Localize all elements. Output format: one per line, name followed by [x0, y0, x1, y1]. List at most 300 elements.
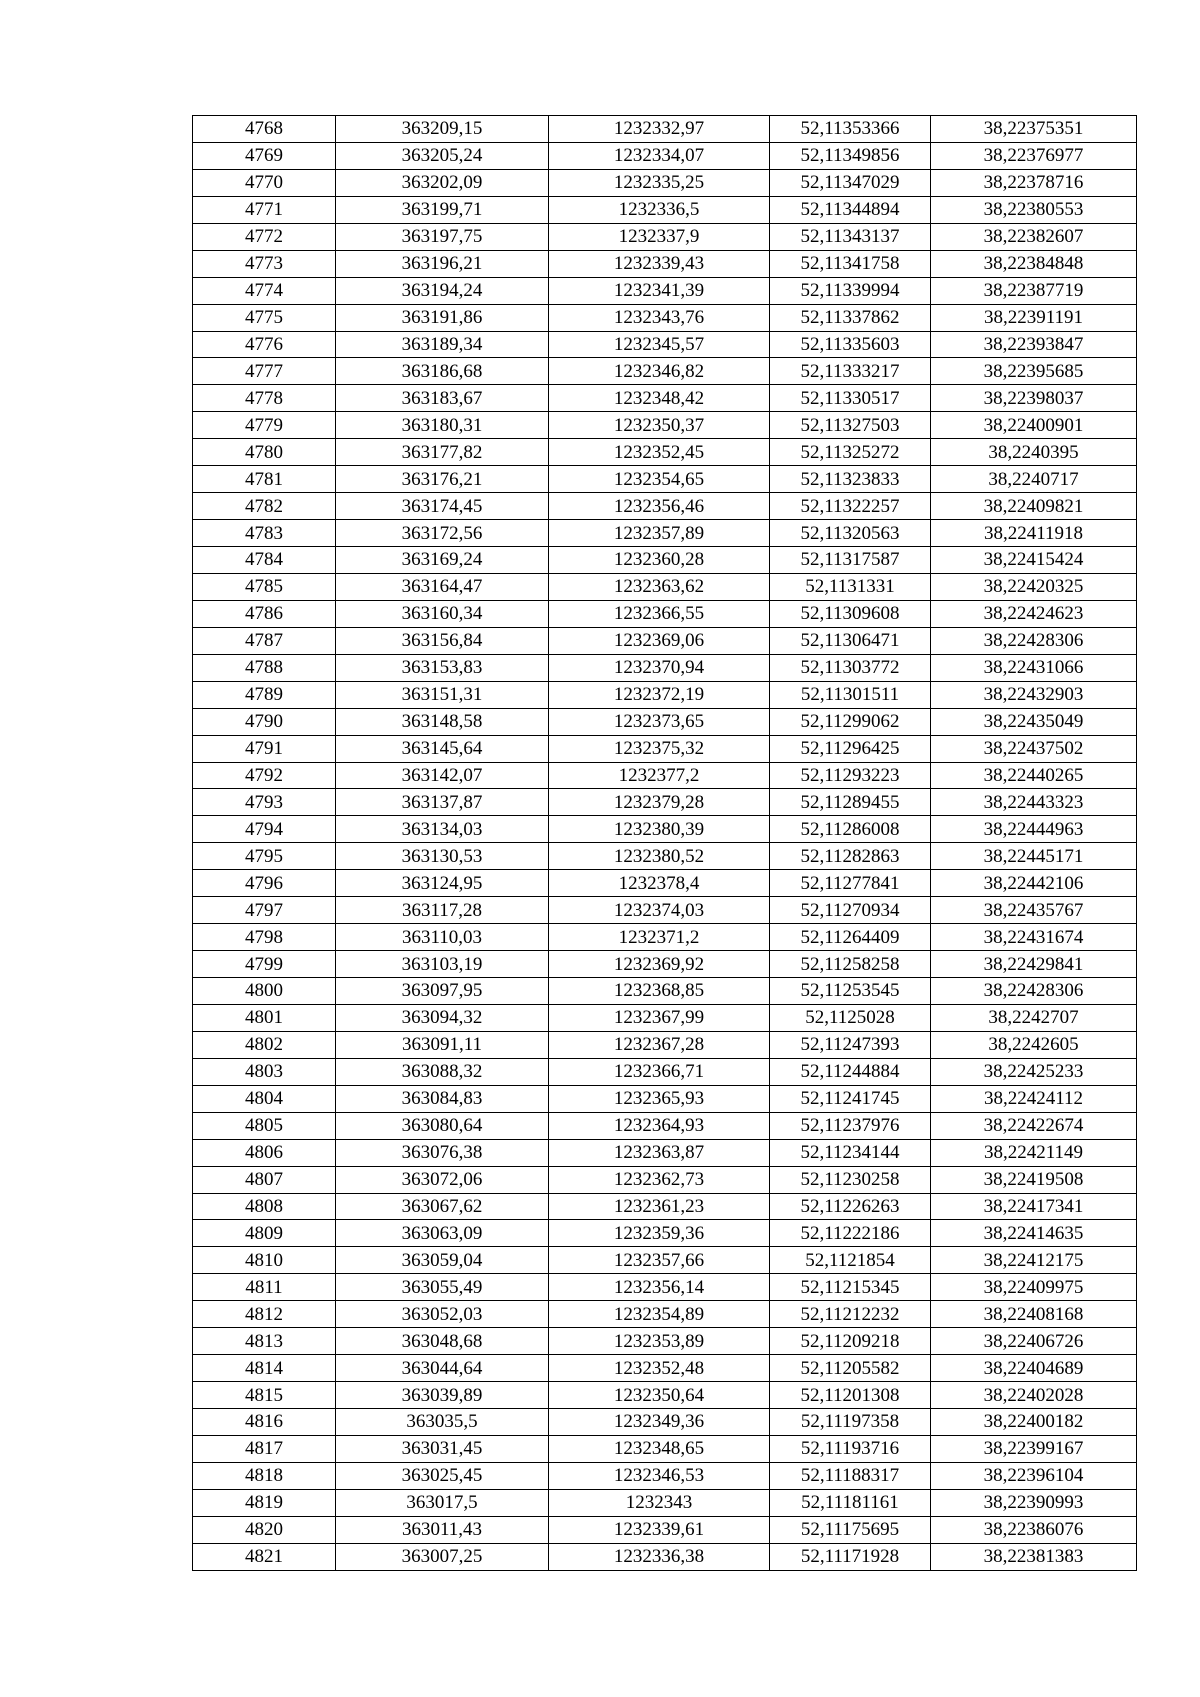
y-coordinate-cell: 1232373,65 [549, 708, 770, 735]
x-coordinate-cell: 363148,58 [336, 708, 549, 735]
latitude-cell: 52,11212232 [770, 1301, 931, 1328]
y-coordinate-cell: 1232360,28 [549, 547, 770, 574]
table-row [193, 627, 1137, 654]
latitude-cell: 52,11277841 [770, 870, 931, 897]
point-number-cell: 4802 [193, 1031, 336, 1058]
table-row [193, 331, 1137, 358]
point-number-cell: 4768 [193, 116, 336, 143]
table-row [193, 816, 1137, 843]
point-number-cell: 4810 [193, 1247, 336, 1274]
point-number-cell: 4769 [193, 142, 336, 169]
point-number-cell: 4818 [193, 1462, 336, 1489]
latitude-cell: 52,11175695 [770, 1516, 931, 1543]
latitude-cell: 52,11323833 [770, 466, 931, 493]
longitude-cell: 38,22431066 [931, 654, 1137, 681]
point-number-cell: 4809 [193, 1220, 336, 1247]
x-coordinate-cell: 363172,56 [336, 520, 549, 547]
table-row [193, 1085, 1137, 1112]
y-coordinate-cell: 1232372,19 [549, 681, 770, 708]
latitude-cell: 52,11201308 [770, 1382, 931, 1409]
latitude-cell: 52,11230258 [770, 1166, 931, 1193]
longitude-cell: 38,22399167 [931, 1435, 1137, 1462]
y-coordinate-cell: 1232369,06 [549, 627, 770, 654]
longitude-cell: 38,22409821 [931, 493, 1137, 520]
point-number-cell: 4806 [193, 1139, 336, 1166]
point-number-cell: 4819 [193, 1489, 336, 1516]
point-number-cell: 4820 [193, 1516, 336, 1543]
longitude-cell: 38,2240717 [931, 466, 1137, 493]
longitude-cell: 38,22404689 [931, 1355, 1137, 1382]
x-coordinate-cell: 363072,06 [336, 1166, 549, 1193]
y-coordinate-cell: 1232362,73 [549, 1166, 770, 1193]
x-coordinate-cell: 363134,03 [336, 816, 549, 843]
point-number-cell: 4786 [193, 600, 336, 627]
latitude-cell: 52,11215345 [770, 1274, 931, 1301]
y-coordinate-cell: 1232352,48 [549, 1355, 770, 1382]
table-row [193, 1355, 1137, 1382]
longitude-cell: 38,22391191 [931, 304, 1137, 331]
latitude-cell: 52,11241745 [770, 1085, 931, 1112]
table-row [193, 1139, 1137, 1166]
point-number-cell: 4773 [193, 250, 336, 277]
table-row [193, 1031, 1137, 1058]
point-number-cell: 4787 [193, 627, 336, 654]
longitude-cell: 38,22408168 [931, 1301, 1137, 1328]
latitude-cell: 52,11339994 [770, 277, 931, 304]
point-number-cell: 4788 [193, 654, 336, 681]
latitude-cell: 52,11301511 [770, 681, 931, 708]
table-row [193, 304, 1137, 331]
table-row [193, 843, 1137, 870]
longitude-cell: 38,22442106 [931, 870, 1137, 897]
latitude-cell: 52,11349856 [770, 142, 931, 169]
table-row [193, 1489, 1137, 1516]
table-row [193, 1193, 1137, 1220]
point-number-cell: 4798 [193, 924, 336, 951]
latitude-cell: 52,11306471 [770, 627, 931, 654]
table-row [193, 439, 1137, 466]
latitude-cell: 52,11181161 [770, 1489, 931, 1516]
table-row [193, 654, 1137, 681]
latitude-cell: 52,11343137 [770, 223, 931, 250]
point-number-cell: 4791 [193, 735, 336, 762]
table-row [193, 277, 1137, 304]
y-coordinate-cell: 1232357,89 [549, 520, 770, 547]
longitude-cell: 38,22444963 [931, 816, 1137, 843]
y-coordinate-cell: 1232366,71 [549, 1058, 770, 1085]
x-coordinate-cell: 363035,5 [336, 1409, 549, 1436]
longitude-cell: 38,22380553 [931, 196, 1137, 223]
x-coordinate-cell: 363063,09 [336, 1220, 549, 1247]
longitude-cell: 38,22421149 [931, 1139, 1137, 1166]
x-coordinate-cell: 363025,45 [336, 1462, 549, 1489]
point-number-cell: 4796 [193, 870, 336, 897]
longitude-cell: 38,22415424 [931, 547, 1137, 574]
point-number-cell: 4775 [193, 304, 336, 331]
y-coordinate-cell: 1232361,23 [549, 1193, 770, 1220]
point-number-cell: 4804 [193, 1085, 336, 1112]
latitude-cell: 52,11296425 [770, 735, 931, 762]
x-coordinate-cell: 363169,24 [336, 547, 549, 574]
latitude-cell: 52,11264409 [770, 924, 931, 951]
y-coordinate-cell: 1232336,5 [549, 196, 770, 223]
longitude-cell: 38,22424112 [931, 1085, 1137, 1112]
table-row [193, 573, 1137, 600]
x-coordinate-cell: 363194,24 [336, 277, 549, 304]
x-coordinate-cell: 363176,21 [336, 466, 549, 493]
x-coordinate-cell: 363164,47 [336, 573, 549, 600]
table-row [193, 1301, 1137, 1328]
y-coordinate-cell: 1232379,28 [549, 789, 770, 816]
longitude-cell: 38,22411918 [931, 520, 1137, 547]
point-number-cell: 4816 [193, 1409, 336, 1436]
latitude-cell: 52,11286008 [770, 816, 931, 843]
y-coordinate-cell: 1232370,94 [549, 654, 770, 681]
x-coordinate-cell: 363097,95 [336, 978, 549, 1005]
point-number-cell: 4783 [193, 520, 336, 547]
coordinates-table [192, 115, 1137, 1571]
point-number-cell: 4807 [193, 1166, 336, 1193]
table-row [193, 1516, 1137, 1543]
x-coordinate-cell: 363088,32 [336, 1058, 549, 1085]
longitude-cell: 38,22424623 [931, 600, 1137, 627]
x-coordinate-cell: 363017,5 [336, 1489, 549, 1516]
table-row [193, 196, 1137, 223]
longitude-cell: 38,22375351 [931, 116, 1137, 143]
point-number-cell: 4782 [193, 493, 336, 520]
x-coordinate-cell: 363103,19 [336, 951, 549, 978]
longitude-cell: 38,22384848 [931, 250, 1137, 277]
table-row [193, 493, 1137, 520]
table-row [193, 897, 1137, 924]
x-coordinate-cell: 363039,89 [336, 1382, 549, 1409]
longitude-cell: 38,22387719 [931, 277, 1137, 304]
table-row [193, 1058, 1137, 1085]
point-number-cell: 4781 [193, 466, 336, 493]
latitude-cell: 52,11205582 [770, 1355, 931, 1382]
latitude-cell: 52,11226263 [770, 1193, 931, 1220]
latitude-cell: 52,11335603 [770, 331, 931, 358]
longitude-cell: 38,22395685 [931, 358, 1137, 385]
longitude-cell: 38,22412175 [931, 1247, 1137, 1274]
latitude-cell: 52,1125028 [770, 1004, 931, 1031]
y-coordinate-cell: 1232380,39 [549, 816, 770, 843]
longitude-cell: 38,22381383 [931, 1543, 1137, 1570]
x-coordinate-cell: 363094,32 [336, 1004, 549, 1031]
y-coordinate-cell: 1232366,55 [549, 600, 770, 627]
x-coordinate-cell: 363196,21 [336, 250, 549, 277]
table-row [193, 1247, 1137, 1274]
x-coordinate-cell: 363130,53 [336, 843, 549, 870]
latitude-cell: 52,1131331 [770, 573, 931, 600]
x-coordinate-cell: 363160,34 [336, 600, 549, 627]
point-number-cell: 4799 [193, 951, 336, 978]
point-number-cell: 4785 [193, 573, 336, 600]
x-coordinate-cell: 363117,28 [336, 897, 549, 924]
y-coordinate-cell: 1232353,89 [549, 1328, 770, 1355]
point-number-cell: 4770 [193, 169, 336, 196]
latitude-cell: 52,11322257 [770, 493, 931, 520]
longitude-cell: 38,22376977 [931, 142, 1137, 169]
latitude-cell: 52,11330517 [770, 385, 931, 412]
longitude-cell: 38,22386076 [931, 1516, 1137, 1543]
table-row [193, 358, 1137, 385]
latitude-cell: 52,11347029 [770, 169, 931, 196]
x-coordinate-cell: 363124,95 [336, 870, 549, 897]
x-coordinate-cell: 363183,67 [336, 385, 549, 412]
longitude-cell: 38,22435049 [931, 708, 1137, 735]
latitude-cell: 52,11253545 [770, 978, 931, 1005]
longitude-cell: 38,22445171 [931, 843, 1137, 870]
point-number-cell: 4800 [193, 978, 336, 1005]
x-coordinate-cell: 363153,83 [336, 654, 549, 681]
latitude-cell: 52,11344894 [770, 196, 931, 223]
latitude-cell: 52,1121854 [770, 1247, 931, 1274]
y-coordinate-cell: 1232341,39 [549, 277, 770, 304]
point-number-cell: 4779 [193, 412, 336, 439]
x-coordinate-cell: 363191,86 [336, 304, 549, 331]
latitude-cell: 52,11209218 [770, 1328, 931, 1355]
point-number-cell: 4774 [193, 277, 336, 304]
x-coordinate-cell: 363156,84 [336, 627, 549, 654]
y-coordinate-cell: 1232346,53 [549, 1462, 770, 1489]
latitude-cell: 52,11299062 [770, 708, 931, 735]
point-number-cell: 4814 [193, 1355, 336, 1382]
point-number-cell: 4772 [193, 223, 336, 250]
table-row [193, 385, 1137, 412]
x-coordinate-cell: 363110,03 [336, 924, 549, 951]
point-number-cell: 4794 [193, 816, 336, 843]
longitude-cell: 38,22398037 [931, 385, 1137, 412]
longitude-cell: 38,2242605 [931, 1031, 1137, 1058]
latitude-cell: 52,11197358 [770, 1409, 931, 1436]
x-coordinate-cell: 363011,43 [336, 1516, 549, 1543]
y-coordinate-cell: 1232343 [549, 1489, 770, 1516]
x-coordinate-cell: 363180,31 [336, 412, 549, 439]
x-coordinate-cell: 363044,64 [336, 1355, 549, 1382]
latitude-cell: 52,11188317 [770, 1462, 931, 1489]
y-coordinate-cell: 1232356,46 [549, 493, 770, 520]
latitude-cell: 52,11247393 [770, 1031, 931, 1058]
point-number-cell: 4777 [193, 358, 336, 385]
point-number-cell: 4793 [193, 789, 336, 816]
point-number-cell: 4797 [193, 897, 336, 924]
latitude-cell: 52,11258258 [770, 951, 931, 978]
longitude-cell: 38,22431674 [931, 924, 1137, 951]
longitude-cell: 38,22419508 [931, 1166, 1137, 1193]
y-coordinate-cell: 1232350,37 [549, 412, 770, 439]
longitude-cell: 38,22402028 [931, 1382, 1137, 1409]
x-coordinate-cell: 363142,07 [336, 762, 549, 789]
table-row [193, 1328, 1137, 1355]
y-coordinate-cell: 1232354,65 [549, 466, 770, 493]
latitude-cell: 52,11244884 [770, 1058, 931, 1085]
table-row [193, 924, 1137, 951]
longitude-cell: 38,2240395 [931, 439, 1137, 466]
latitude-cell: 52,11341758 [770, 250, 931, 277]
point-number-cell: 4808 [193, 1193, 336, 1220]
point-number-cell: 4776 [193, 331, 336, 358]
latitude-cell: 52,11337862 [770, 304, 931, 331]
point-number-cell: 4805 [193, 1112, 336, 1139]
table-row [193, 1220, 1137, 1247]
x-coordinate-cell: 363067,62 [336, 1193, 549, 1220]
point-number-cell: 4817 [193, 1435, 336, 1462]
longitude-cell: 38,22417341 [931, 1193, 1137, 1220]
x-coordinate-cell: 363048,68 [336, 1328, 549, 1355]
x-coordinate-cell: 363202,09 [336, 169, 549, 196]
table-row [193, 1112, 1137, 1139]
table-row [193, 412, 1137, 439]
y-coordinate-cell: 1232346,82 [549, 358, 770, 385]
table-row [193, 951, 1137, 978]
latitude-cell: 52,11317587 [770, 547, 931, 574]
table-row [193, 789, 1137, 816]
point-number-cell: 4795 [193, 843, 336, 870]
latitude-cell: 52,11237976 [770, 1112, 931, 1139]
longitude-cell: 38,22428306 [931, 978, 1137, 1005]
latitude-cell: 52,11325272 [770, 439, 931, 466]
longitude-cell: 38,22428306 [931, 627, 1137, 654]
longitude-cell: 38,22390993 [931, 1489, 1137, 1516]
y-coordinate-cell: 1232334,07 [549, 142, 770, 169]
table-row [193, 1382, 1137, 1409]
table-row [193, 1409, 1137, 1436]
x-coordinate-cell: 363059,04 [336, 1247, 549, 1274]
latitude-cell: 52,11282863 [770, 843, 931, 870]
table-row [193, 466, 1137, 493]
latitude-cell: 52,11327503 [770, 412, 931, 439]
y-coordinate-cell: 1232337,9 [549, 223, 770, 250]
x-coordinate-cell: 363145,64 [336, 735, 549, 762]
table-row [193, 978, 1137, 1005]
longitude-cell: 38,22406726 [931, 1328, 1137, 1355]
point-number-cell: 4812 [193, 1301, 336, 1328]
x-coordinate-cell: 363205,24 [336, 142, 549, 169]
point-number-cell: 4771 [193, 196, 336, 223]
y-coordinate-cell: 1232359,36 [549, 1220, 770, 1247]
x-coordinate-cell: 363055,49 [336, 1274, 549, 1301]
longitude-cell: 38,22400901 [931, 412, 1137, 439]
x-coordinate-cell: 363007,25 [336, 1543, 549, 1570]
table-row [193, 1543, 1137, 1570]
y-coordinate-cell: 1232348,65 [549, 1435, 770, 1462]
latitude-cell: 52,11193716 [770, 1435, 931, 1462]
point-number-cell: 4780 [193, 439, 336, 466]
table-row [193, 735, 1137, 762]
y-coordinate-cell: 1232378,4 [549, 870, 770, 897]
point-number-cell: 4813 [193, 1328, 336, 1355]
point-number-cell: 4789 [193, 681, 336, 708]
table-row [193, 116, 1137, 143]
table-row [193, 762, 1137, 789]
y-coordinate-cell: 1232367,28 [549, 1031, 770, 1058]
y-coordinate-cell: 1232332,97 [549, 116, 770, 143]
table-row [193, 547, 1137, 574]
latitude-cell: 52,11333217 [770, 358, 931, 385]
longitude-cell: 38,22420325 [931, 573, 1137, 600]
y-coordinate-cell: 1232350,64 [549, 1382, 770, 1409]
table-row [193, 169, 1137, 196]
table-row [193, 1462, 1137, 1489]
x-coordinate-cell: 363031,45 [336, 1435, 549, 1462]
table-row [193, 250, 1137, 277]
longitude-cell: 38,22429841 [931, 951, 1137, 978]
y-coordinate-cell: 1232369,92 [549, 951, 770, 978]
latitude-cell: 52,11222186 [770, 1220, 931, 1247]
y-coordinate-cell: 1232336,38 [549, 1543, 770, 1570]
x-coordinate-cell: 363084,83 [336, 1085, 549, 1112]
y-coordinate-cell: 1232374,03 [549, 897, 770, 924]
table-row [193, 142, 1137, 169]
longitude-cell: 38,22422674 [931, 1112, 1137, 1139]
table-row [193, 870, 1137, 897]
x-coordinate-cell: 363091,11 [336, 1031, 549, 1058]
longitude-cell: 38,22414635 [931, 1220, 1137, 1247]
longitude-cell: 38,22409975 [931, 1274, 1137, 1301]
x-coordinate-cell: 363177,82 [336, 439, 549, 466]
y-coordinate-cell: 1232375,32 [549, 735, 770, 762]
point-number-cell: 4815 [193, 1382, 336, 1409]
y-coordinate-cell: 1232352,45 [549, 439, 770, 466]
x-coordinate-cell: 363080,64 [336, 1112, 549, 1139]
x-coordinate-cell: 363137,87 [336, 789, 549, 816]
y-coordinate-cell: 1232349,36 [549, 1409, 770, 1436]
latitude-cell: 52,11289455 [770, 789, 931, 816]
point-number-cell: 4790 [193, 708, 336, 735]
y-coordinate-cell: 1232335,25 [549, 169, 770, 196]
y-coordinate-cell: 1232339,61 [549, 1516, 770, 1543]
x-coordinate-cell: 363189,34 [336, 331, 549, 358]
point-number-cell: 4792 [193, 762, 336, 789]
table-row [193, 1166, 1137, 1193]
longitude-cell: 38,22437502 [931, 735, 1137, 762]
coordinates-table-body [193, 116, 1137, 1571]
latitude-cell: 52,11270934 [770, 897, 931, 924]
y-coordinate-cell: 1232364,93 [549, 1112, 770, 1139]
longitude-cell: 38,22400182 [931, 1409, 1137, 1436]
x-coordinate-cell: 363151,31 [336, 681, 549, 708]
latitude-cell: 52,11171928 [770, 1543, 931, 1570]
y-coordinate-cell: 1232365,93 [549, 1085, 770, 1112]
y-coordinate-cell: 1232363,87 [549, 1139, 770, 1166]
longitude-cell: 38,22435767 [931, 897, 1137, 924]
y-coordinate-cell: 1232356,14 [549, 1274, 770, 1301]
y-coordinate-cell: 1232371,2 [549, 924, 770, 951]
latitude-cell: 52,11293223 [770, 762, 931, 789]
longitude-cell: 38,22432903 [931, 681, 1137, 708]
x-coordinate-cell: 363186,68 [336, 358, 549, 385]
latitude-cell: 52,11353366 [770, 116, 931, 143]
longitude-cell: 38,22382607 [931, 223, 1137, 250]
longitude-cell: 38,22443323 [931, 789, 1137, 816]
point-number-cell: 4803 [193, 1058, 336, 1085]
y-coordinate-cell: 1232368,85 [549, 978, 770, 1005]
point-number-cell: 4821 [193, 1543, 336, 1570]
x-coordinate-cell: 363197,75 [336, 223, 549, 250]
point-number-cell: 4778 [193, 385, 336, 412]
longitude-cell: 38,22396104 [931, 1462, 1137, 1489]
latitude-cell: 52,11234144 [770, 1139, 931, 1166]
y-coordinate-cell: 1232348,42 [549, 385, 770, 412]
table-row [193, 708, 1137, 735]
longitude-cell: 38,22393847 [931, 331, 1137, 358]
x-coordinate-cell: 363052,03 [336, 1301, 549, 1328]
x-coordinate-cell: 363076,38 [336, 1139, 549, 1166]
point-number-cell: 4784 [193, 547, 336, 574]
x-coordinate-cell: 363174,45 [336, 493, 549, 520]
point-number-cell: 4801 [193, 1004, 336, 1031]
